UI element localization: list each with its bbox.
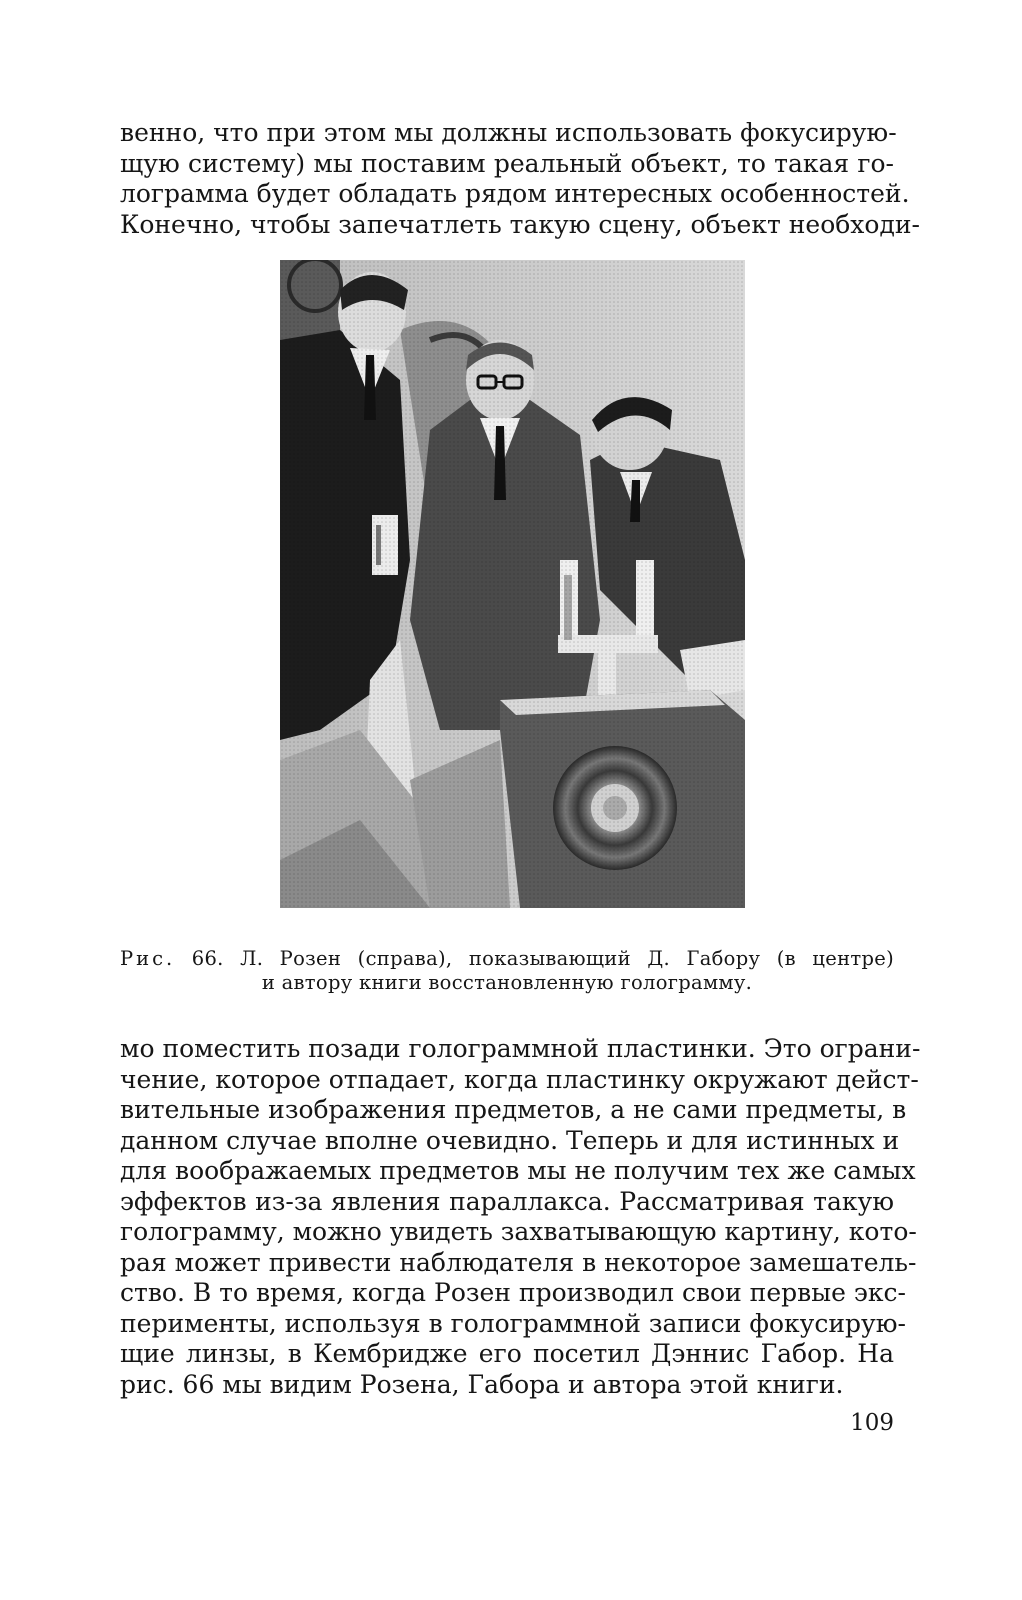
text-line: чение, которое отпадает, когда пластинку окружают дейст- — [120, 1064, 919, 1094]
text-line: щие линзы, в Кембридже его посетил Дэннис Габор. На — [120, 1339, 894, 1368]
text-line: данном случае вполне очевидно. Теперь и для истинных и — [120, 1125, 900, 1155]
text-line: ство. В то время, когда Розен производил свои первые экс- — [120, 1278, 906, 1307]
caption-label: Рис. — [120, 947, 176, 970]
text-line: перименты, используя в голограммной записи фокусирую- — [120, 1308, 906, 1338]
text-line: венно, что при этом мы должны использовать фокусирую- — [120, 118, 897, 147]
page-number: 109 — [850, 1410, 894, 1436]
bottom-paragraph — [120, 1034, 921, 1400]
text-line: эффектов из-за явления параллакса. Рассматривая такую — [120, 1186, 894, 1216]
text-line: Конечно, чтобы запечатлеть такую сцену, объект необходи- — [120, 209, 920, 239]
text-line: голограмму, можно увидеть захватывающую картину, кото- — [120, 1217, 917, 1246]
text-line: лограмма будет обладать рядом интересных особенностей. — [120, 179, 910, 208]
caption-line: и автору книги восстановленную голограмму. — [261, 971, 753, 994]
photo-figure — [280, 260, 745, 908]
text-line: рая может привести наблюдателя в некоторое замешатель- — [120, 1247, 917, 1277]
text-line: мо поместить позади голограммной пластинки. Это ограни- — [120, 1034, 921, 1063]
caption-text: 66. Л. Розен (справа), показывающий Д. Габору (в центре) — [191, 947, 895, 970]
text-line: рис. 66 мы видим Розена, Габора и автора этой книги. — [120, 1369, 844, 1399]
photo-illustration — [280, 260, 745, 908]
caption-line — [120, 947, 894, 971]
figure-caption — [120, 947, 894, 995]
text-line: вительные изображения предметов, а не сами предметы, в — [120, 1095, 907, 1124]
text-line: щую систему) мы поставим реальный объект, то такая го- — [120, 148, 894, 178]
top-paragraph — [120, 118, 920, 240]
text-line: для воображаемых предметов мы не получим тех же самых — [120, 1156, 916, 1185]
